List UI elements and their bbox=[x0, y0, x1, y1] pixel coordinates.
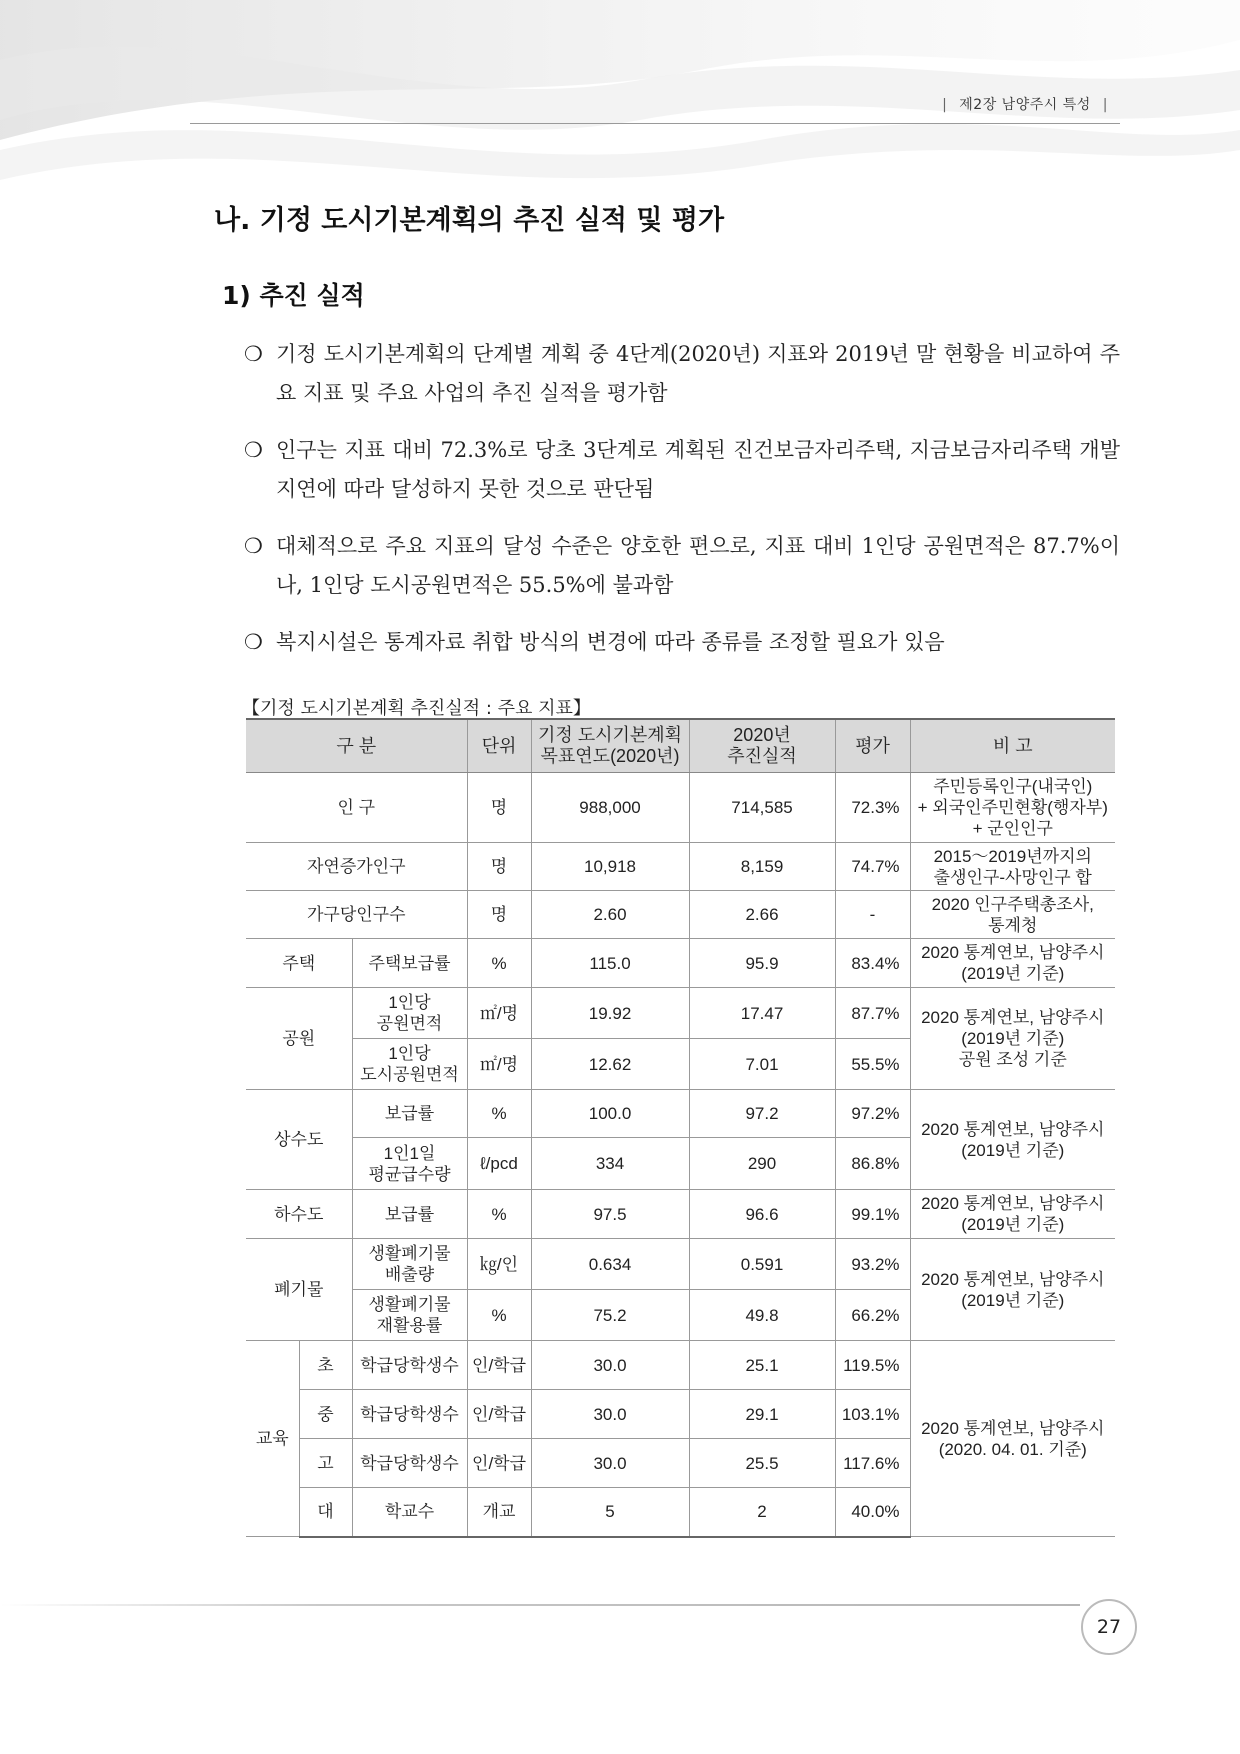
row-group: 하수도 bbox=[246, 1190, 352, 1239]
header-rule bbox=[190, 123, 1120, 124]
row-subcategory: 1인당 공원면적 bbox=[352, 988, 467, 1039]
row-level: 고 bbox=[299, 1439, 352, 1488]
row-unit: ㎏/인 bbox=[467, 1239, 531, 1290]
row-eval: - bbox=[835, 891, 910, 939]
row-unit: % bbox=[467, 1290, 531, 1341]
header-category: 구 분 bbox=[246, 719, 467, 773]
table-row bbox=[246, 988, 1115, 1039]
header-actual: 2020년 추진실적 bbox=[689, 719, 835, 773]
row-target: 12.62 bbox=[531, 1039, 689, 1090]
row-note: 2020 통계연보, 남양주시 (2019년 기준) bbox=[910, 1090, 1115, 1190]
row-eval: 93.2% bbox=[835, 1239, 910, 1290]
row-group: 교육 bbox=[246, 1341, 299, 1537]
row-note: 2020 통계연보, 남양주시 (2019년 기준) 공원 조성 기준 bbox=[910, 988, 1115, 1090]
row-note: 주민등록인구(내국인) + 외국인주민현황(행자부) + 군인인구 bbox=[910, 773, 1115, 843]
row-group: 주택 bbox=[246, 939, 352, 988]
row-actual: 8,159 bbox=[689, 843, 835, 891]
row-note: 2020 통계연보, 남양주시 (2019년 기준) bbox=[910, 1190, 1115, 1239]
page-number: 27 bbox=[1081, 1599, 1137, 1655]
row-target: 5 bbox=[531, 1488, 689, 1537]
row-target: 30.0 bbox=[531, 1390, 689, 1439]
bullet-mark-icon: ❍ bbox=[244, 342, 263, 366]
row-eval: 87.7% bbox=[835, 988, 910, 1039]
row-subcategory: 보급률 bbox=[352, 1090, 467, 1138]
row-eval: 117.6% bbox=[835, 1439, 910, 1488]
bullet-mark-icon: ❍ bbox=[244, 630, 263, 654]
row-actual: 97.2 bbox=[689, 1090, 835, 1138]
header-bar-left: | bbox=[942, 97, 948, 113]
row-unit: 명 bbox=[467, 891, 531, 939]
row-note: 2020 통계연보, 남양주시 (2019년 기준) bbox=[910, 939, 1115, 988]
bullet-text: 인구는 지표 대비 72.3%로 당초 3단계로 계획된 진건보금자리주택, 지금보금자리주택 개발 지연에 따라 달성하지 못한 것으로 판단됨 bbox=[276, 438, 1120, 501]
row-target: 19.92 bbox=[531, 988, 689, 1039]
row-eval: 55.5% bbox=[835, 1039, 910, 1090]
row-actual: 2.66 bbox=[689, 891, 835, 939]
row-group: 상수도 bbox=[246, 1090, 352, 1190]
row-category: 인 구 bbox=[246, 773, 467, 843]
footer-rule bbox=[0, 1604, 1080, 1606]
row-eval: 40.0% bbox=[835, 1488, 910, 1537]
row-eval: 83.4% bbox=[835, 939, 910, 988]
row-actual: 95.9 bbox=[689, 939, 835, 988]
bullet-item bbox=[244, 527, 1120, 605]
row-subcategory: 보급률 bbox=[352, 1190, 467, 1239]
row-unit: 인/학급 bbox=[467, 1390, 531, 1439]
row-note: 2015～2019년까지의 출생인구-사망인구 합 bbox=[910, 843, 1115, 891]
row-unit: ℓ/pcd bbox=[467, 1138, 531, 1190]
row-actual: 25.5 bbox=[689, 1439, 835, 1488]
header-target: 기정 도시기본계획 목표연도(2020년) bbox=[531, 719, 689, 773]
row-subcategory: 생활폐기물 배출량 bbox=[352, 1239, 467, 1290]
row-actual: 714,585 bbox=[689, 773, 835, 843]
table-row bbox=[246, 773, 1115, 843]
bullet-mark-icon: ❍ bbox=[244, 438, 263, 462]
sub-title: 1) 추진 실적 bbox=[222, 281, 365, 310]
row-actual: 2 bbox=[689, 1488, 835, 1537]
row-target: 100.0 bbox=[531, 1090, 689, 1138]
indicators-table bbox=[246, 718, 1115, 1538]
row-subcategory: 1인1일 평균급수량 bbox=[352, 1138, 467, 1190]
row-target: 97.5 bbox=[531, 1190, 689, 1239]
row-eval: 99.1% bbox=[835, 1190, 910, 1239]
row-unit: 명 bbox=[467, 773, 531, 843]
row-target: 75.2 bbox=[531, 1290, 689, 1341]
row-subcategory: 1인당 도시공원면적 bbox=[352, 1039, 467, 1090]
bullet-list bbox=[244, 335, 1120, 680]
row-eval: 74.7% bbox=[835, 843, 910, 891]
row-group: 공원 bbox=[246, 988, 352, 1090]
row-eval: 103.1% bbox=[835, 1390, 910, 1439]
header-note: 비 고 bbox=[910, 719, 1115, 773]
row-note: 2020 통계연보, 남양주시 (2020. 04. 01. 기준) bbox=[910, 1341, 1115, 1537]
bullet-text: 복지시설은 통계자료 취합 방식의 변경에 따라 종류를 조정할 필요가 있음 bbox=[276, 630, 945, 654]
row-actual: 96.6 bbox=[689, 1190, 835, 1239]
row-eval: 86.8% bbox=[835, 1138, 910, 1190]
table-row bbox=[246, 939, 1115, 988]
table-row bbox=[246, 1090, 1115, 1138]
row-actual: 25.1 bbox=[689, 1341, 835, 1390]
row-actual: 7.01 bbox=[689, 1039, 835, 1090]
table-row bbox=[246, 891, 1115, 939]
row-group: 폐기물 bbox=[246, 1239, 352, 1341]
table-row bbox=[246, 843, 1115, 891]
row-subcategory: 학급당학생수 bbox=[352, 1341, 467, 1390]
table-row bbox=[246, 1341, 1115, 1390]
row-unit: 명 bbox=[467, 843, 531, 891]
table-row bbox=[246, 1190, 1115, 1239]
row-target: 30.0 bbox=[531, 1341, 689, 1390]
row-unit: 인/학급 bbox=[467, 1341, 531, 1390]
row-eval: 72.3% bbox=[835, 773, 910, 843]
bullet-item bbox=[244, 335, 1120, 413]
table-row bbox=[246, 1239, 1115, 1290]
row-subcategory: 학급당학생수 bbox=[352, 1439, 467, 1488]
running-header bbox=[930, 94, 1120, 114]
row-unit: % bbox=[467, 939, 531, 988]
row-subcategory: 주택보급률 bbox=[352, 939, 467, 988]
row-unit: 인/학급 bbox=[467, 1439, 531, 1488]
row-level: 초 bbox=[299, 1341, 352, 1390]
row-actual: 290 bbox=[689, 1138, 835, 1190]
row-target: 0.634 bbox=[531, 1239, 689, 1290]
row-category: 가구당인구수 bbox=[246, 891, 467, 939]
header-eval: 평가 bbox=[835, 719, 910, 773]
bullet-mark-icon: ❍ bbox=[244, 534, 263, 558]
row-target: 988,000 bbox=[531, 773, 689, 843]
row-actual: 29.1 bbox=[689, 1390, 835, 1439]
row-eval: 97.2% bbox=[835, 1090, 910, 1138]
row-subcategory: 생활폐기물 재활용률 bbox=[352, 1290, 467, 1341]
row-unit: 개교 bbox=[467, 1488, 531, 1537]
row-level: 중 bbox=[299, 1390, 352, 1439]
bullet-item bbox=[244, 623, 1120, 662]
row-target: 10,918 bbox=[531, 843, 689, 891]
table-caption: 【기정 도시기본계획 추진실적 : 주요 지표】 bbox=[242, 698, 591, 719]
row-subcategory: 학교수 bbox=[352, 1488, 467, 1537]
row-target: 2.60 bbox=[531, 891, 689, 939]
row-unit: ㎡/명 bbox=[467, 1039, 531, 1090]
row-actual: 17.47 bbox=[689, 988, 835, 1039]
row-target: 115.0 bbox=[531, 939, 689, 988]
section-title: 나. 기정 도시기본계획의 추진 실적 및 평가 bbox=[214, 205, 725, 236]
bullet-text: 기정 도시기본계획의 단계별 계획 중 4단계(2020년) 지표와 2019년 말 현황을 비교하여 주요 지표 및 주요 사업의 추진 실적을 평가함 bbox=[276, 342, 1120, 405]
row-note: 2020 통계연보, 남양주시 (2019년 기준) bbox=[910, 1239, 1115, 1341]
row-target: 30.0 bbox=[531, 1439, 689, 1488]
row-note: 2020 인구주택총조사, 통계청 bbox=[910, 891, 1115, 939]
bullet-text: 대체적으로 주요 지표의 달성 수준은 양호한 편으로, 지표 대비 1인당 공원면적은 87.7%이나, 1인당 도시공원면적은 55.5%에 불과함 bbox=[276, 534, 1120, 597]
row-eval: 66.2% bbox=[835, 1290, 910, 1341]
row-actual: 0.591 bbox=[689, 1239, 835, 1290]
chapter-label: 제2장 남양주시 특성 bbox=[959, 97, 1091, 113]
row-level: 대 bbox=[299, 1488, 352, 1537]
bullet-item bbox=[244, 431, 1120, 509]
row-actual: 49.8 bbox=[689, 1290, 835, 1341]
row-category: 자연증가인구 bbox=[246, 843, 467, 891]
row-unit: % bbox=[467, 1190, 531, 1239]
row-eval: 119.5% bbox=[835, 1341, 910, 1390]
row-subcategory: 학급당학생수 bbox=[352, 1390, 467, 1439]
header-unit: 단위 bbox=[467, 719, 531, 773]
row-target: 334 bbox=[531, 1138, 689, 1190]
table-header-row bbox=[246, 719, 1115, 773]
header-bar-right: | bbox=[1102, 97, 1108, 113]
row-unit: ㎡/명 bbox=[467, 988, 531, 1039]
row-unit: % bbox=[467, 1090, 531, 1138]
